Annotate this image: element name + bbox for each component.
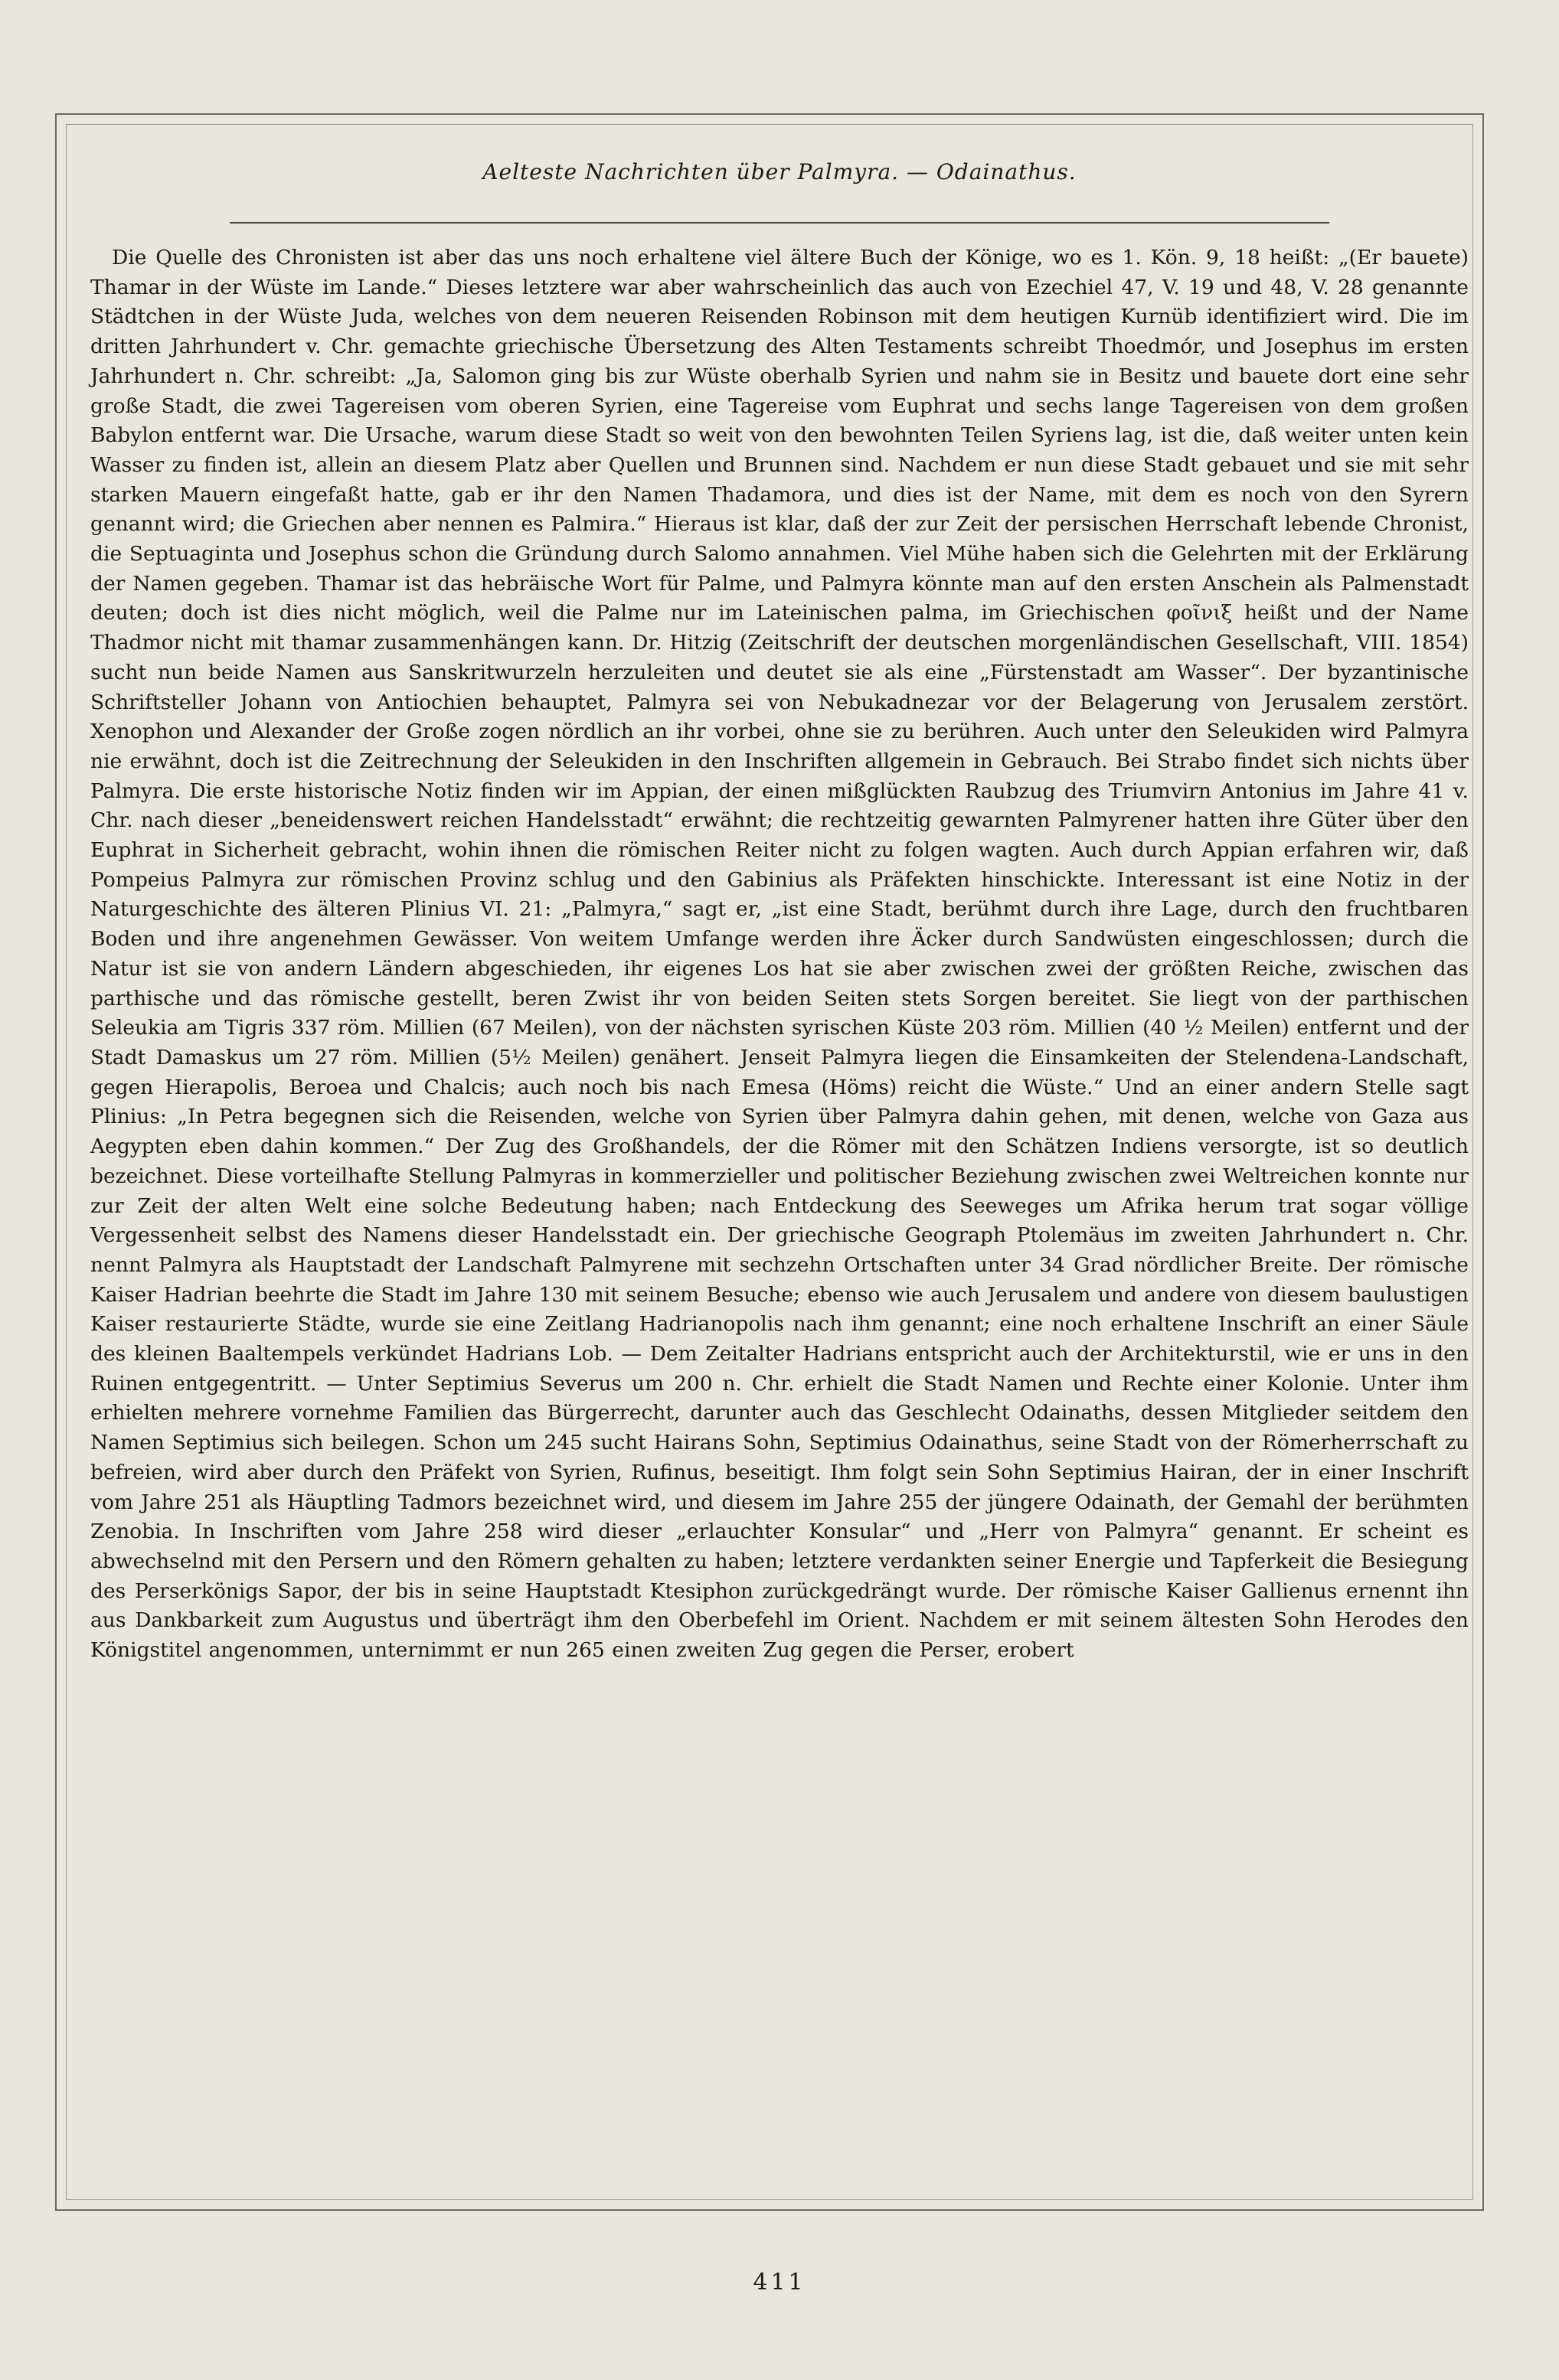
header-rule xyxy=(230,222,1329,224)
body-paragraph: Die Quelle des Chronisten ist aber das uns noch erhaltene viel ältere Buch der Könige, wo es 1. Kön. 9, 18 heißt: „(Er bauete) Thamar in der Wüste im Lande.“ Dieses letztere war aber wahrscheinlich das auch von Ezechiel 47, V. 19 und 48, V. 28 genannte Städtchen in der Wüste Juda, welches von dem neueren Reisenden Robinson mit dem heutigen Kurnüb identifiziert wird. Die im dritten Jahrhundert v. Chr. gemachte griechische Übersetzung des Alten Testaments schreibt Thoedmór, und Josephus im ersten Jahrhundert n. Chr. schreibt: „Ja, Salomon ging bis zur Wüste oberhalb Syrien und nahm sie in Besitz und bauete dort eine sehr große Stadt, die zwei Tagereisen vom oberen Syrien, eine Tagereise vom Euphrat und sechs lange Tagereisen von dem großen Babylon entfernt war. Die Ursache, warum diese Stadt so weit von den bewohnten Teilen Syriens lag, ist die, daß weiter unten kein Wasser zu finden ist, allein an diesem Platz aber Quellen und Brunnen sind. Nachdem er nun diese Stadt gebauet und sie mit sehr starken Mauern eingefaßt hatte, gab er ihr den Namen Thadamora, und dies ist der Name, mit dem es noch von den Syrern genannt wird; die Griechen aber nennen es Palmira.“ Hieraus ist klar, daß der zur Zeit der persischen Herrschaft lebende Chronist, die Septuaginta und Josephus schon die Gründung durch Salomo annahmen. Viel Mühe haben sich die Gelehrten mit der Erklärung der Namen gegeben. Thamar ist das hebräische Wort für Palme, und Palmyra könnte man auf den ersten Anschein als Palmenstadt deuten; doch ist dies nicht möglich, weil die Palme nur im Lateinischen palma, im Griechischen φοῖνιξ heißt und der Name Thadmor nicht mit thamar zusammenhängen kann. Dr. Hitzig (Zeitschrift der deutschen morgenländischen Gesellschaft, VIII. 1854) sucht nun beide Namen aus Sanskritwurzeln herzuleiten und deutet sie als eine „Fürstenstadt am Wasser“. Der byzantinische Schriftsteller Johann von Antiochien behauptet, Palmyra sei von Nebukadnezar vor der Belagerung von Jerusalem zerstört. Xenophon und Alexander der Große zogen nördlich an ihr vorbei, ohne sie zu berühren. Auch unter den Seleukiden wird Palmyra nie erwähnt, doch ist die Zeitrechnung der Seleukiden in den Inschriften allgemein in Gebrauch. Bei Strabo findet sich nichts über Palmyra. Die erste historische Notiz finden wir im Appian, der einen mißglückten Raubzug des Triumvirn Antonius im Jahre 41 v. Chr. nach dieser „beneidenswert reichen Handelsstadt“ erwähnt; die rechtzeitig gewarnten Palmyrener hatten ihre Güter über den Euphrat in Sicherheit gebracht, wohin ihnen die römischen Reiter nicht zu folgen wagten. Auch durch Appian erfahren wir, daß Pompeius Palmyra zur römischen Provinz schlug und den Gabinius als Präfekten hinschickte. Interessant ist eine Notiz in der Naturgeschichte des älteren Plinius VI. 21: „Palmyra,“ sagt er, „ist eine Stadt, berühmt durch ihre Lage, durch den fruchtbaren Boden und ihre angenehmen Gewässer. Von weitem Umfange werden ihre Äcker durch Sandwüsten eingeschlossen; durch die Natur ist sie von andern Ländern abgeschieden, ihr eigenes Los hat sie aber zwischen zwei der größten Reiche, zwischen das parthische und das römische gestellt, beren Zwist ihr von beiden Seiten stets Sorgen bereitet. Sie liegt von der parthischen Seleukia am Tigris 337 röm. Millien (67 Meilen), von der nächsten syrischen Küste 203 röm. Millien (40 ½ Meilen) entfernt und der Stadt Damaskus um 27 röm. Millien (5½ Meilen) genähert. Jenseit Palmyra liegen die Einsamkeiten der Stelendena-Landschaft, gegen Hierapolis, Beroea und Chalcis; auch noch bis nach Emesa (Höms) reicht die Wüste.“ Und an einer andern Stelle sagt Plinius: „In Petra begegnen sich die Reisenden, welche von Syrien über Palmyra dahin gehen, mit denen, welche von Gaza aus Aegypten eben dahin kommen.“ Der Zug des Großhandels, der die Römer mit den Schätzen Indiens versorgte, ist so deutlich bezeichnet. Diese vorteilhafte Stellung Palmyras in kommerzieller und politischer Beziehung zwischen zwei Weltreichen konnte nur zur Zeit der alten Welt eine solche Bedeutung haben; nach Entdeckung des Seeweges um Afrika herum trat sogar völlige Vergessenheit selbst des Namens dieser Handelsstadt ein. Der griechische Geograph Ptolemäus im zweiten Jahrhundert n. Chr. nennt Palmyra als Hauptstadt der Landschaft Palmyrene mit sechzehn Ortschaften unter 34 Grad nördlicher Breite. Der römische Kaiser Hadrian beehrte die Stadt im Jahre 130 mit seinem Besuche; ebenso wie auch Jerusalem und andere von diesem baulustigen Kaiser restaurierte Städte, wurde sie eine Zeitlang Hadrianopolis nach ihm genannt; eine noch erhaltene Inschrift an einer Säule des kleinen Baaltempels verkündet Hadrians Lob. — Dem Zeitalter Hadrians entspricht auch der Architekturstil, wie er uns in den Ruinen entgegentritt. — Unter Septimius Severus um 200 n. Chr. erhielt die Stadt Namen und Rechte einer Kolonie. Unter ihm erhielten mehrere vornehme Familien das Bürgerrecht, darunter auch das Geschlecht Odainaths, dessen Mitglieder seitdem den Namen Septimius sich beilegen. Schon um 245 sucht Hairans Sohn, Septimius Odainathus, seine Stadt von der Römerherrschaft zu befreien, wird aber durch den Präfekt von Syrien, Rufinus, beseitigt. Ihm folgt sein Sohn Septimius Hairan, der in einer Inschrift vom Jahre 251 als Häuptling Tadmors bezeichnet wird, und diesem im Jahre 255 der jüngere Odainath, der Gemahl der berühmten Zenobia. In Inschriften vom Jahre 258 wird dieser „erlauchter Konsular“ und „Herr von Palmyra“ genannt. Er scheint es abwechselnd mit den Persern und den Römern gehalten zu haben; letztere verdankten seiner Energie und Tapferkeit die Besiegung des Perserkönigs Sapor, der bis in seine Hauptstadt Ktesiphon zurückgedrängt wurde. Der römische Kaiser Gallienus ernennt ihn aus Dankbarkeit zum Augustus und überträgt ihm den Oberbefehl im Orient. Nachdem er mit seinem ältesten Sohn Herodes den Königstitel angenommen, unternimmt er nun 265 einen zweiten Zug gegen die Perser, erobert xyxy=(90,246,1469,1663)
running-title: Aelteste Nachrichten über Palmyra. — Odainathus. xyxy=(482,159,1077,184)
body-column xyxy=(90,243,1469,1666)
page-number: 411 xyxy=(753,2269,806,2296)
